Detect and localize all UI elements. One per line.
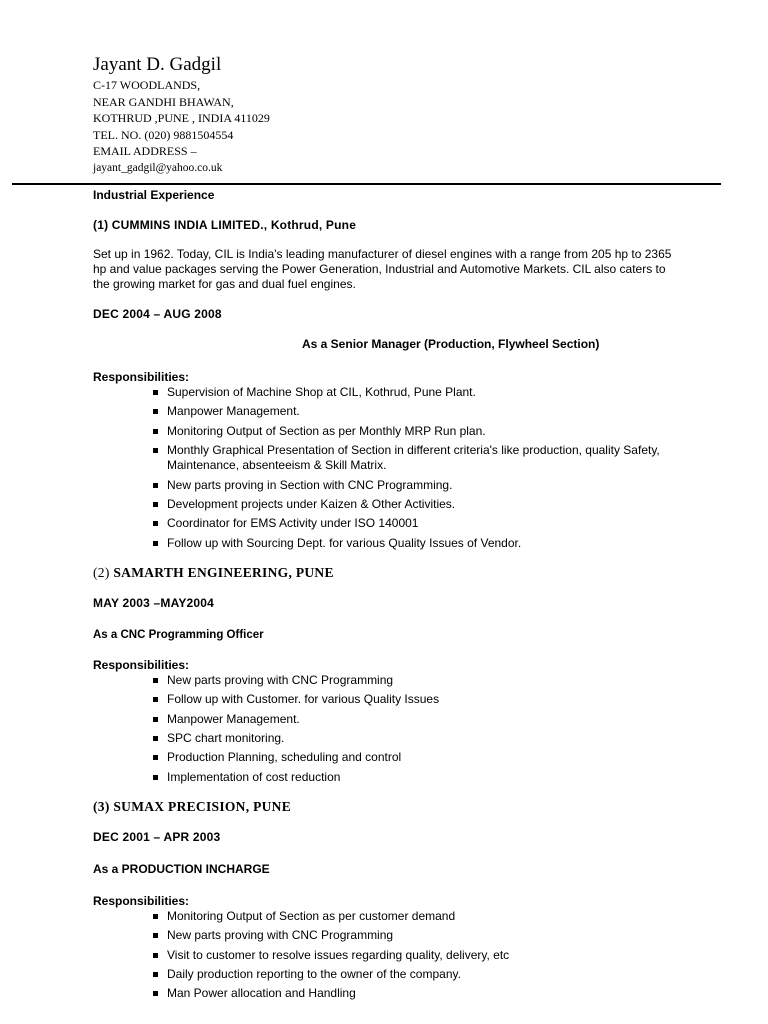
list-item [167,770,683,786]
bullet-icon [153,736,158,741]
bullet-icon [153,483,158,488]
bullet-icon [153,933,158,938]
bullet-icon [153,409,158,414]
list-item [167,909,683,925]
list-item-text: Supervision of Machine Shop at CIL, Kothrud, Pune Plant. [167,385,476,399]
bullet-icon [153,448,158,453]
list-item [167,712,683,728]
responsibilities-label: Responsibilities: [93,658,190,673]
company-name [93,798,683,816]
section-title: Industrial Experience [93,188,215,202]
list-item [167,731,683,747]
bullet-icon [153,717,158,722]
job-role: As a CNC Programming Officer [93,629,264,642]
responsibilities-label: Responsibilities: [93,894,190,909]
employment-dates: DEC 2001 – APR 2003 [93,830,221,845]
email-address: jayant_gadgil@yahoo.co.uk [93,161,223,174]
company-number: (2) [93,565,110,581]
experience-section [93,187,683,1006]
list-item [167,928,683,944]
bullet-icon [153,953,158,958]
list-item-text: Man Power allocation and Handling [167,986,356,1001]
list-item-text: New parts proving with CNC Programming [167,928,394,943]
bullet-icon [153,429,158,434]
list-item [167,497,683,513]
list-item [167,385,683,401]
list-item-text: Development projects under Kaizen & Other Activities. [167,496,456,511]
employment-dates: MAY 2003 –MAY2004 [93,596,215,611]
list-item [167,673,683,689]
responsibilities-label: Responsibilities: [93,370,190,384]
list-item-text: Follow up with Sourcing Dept. for various Quality Issues of Vendor. [167,535,522,550]
job-entry-2 [93,564,683,785]
list-item [167,516,683,532]
list-item-text: Manpower Management. [167,404,300,419]
address-line: NEAR GANDHI BHAWAN, [93,94,234,109]
list-item [167,443,683,474]
list-item-text: Daily production reporting to the owner of the company. [167,966,461,981]
bullet-icon [153,390,158,395]
bullet-icon [153,697,158,702]
list-item [167,948,683,964]
list-item [167,692,683,708]
email-label: EMAIL ADDRESS – [93,144,197,159]
bullet-icon [153,755,158,760]
list-item-text: New parts proving with CNC Programming [167,673,394,688]
list-item [167,750,683,766]
address-line: KOTHRUD ,PUNE , INDIA 411029 [93,111,270,126]
company-name: (1) CUMMINS INDIA LIMITED., Kothrud, Pune [93,218,357,232]
bullet-icon [153,914,158,919]
bullet-icon [153,541,158,546]
list-item-text: Visit to customer to resolve issues regarding quality, delivery, etc [167,947,510,962]
list-item-text: Monitoring Output of Section as per customer demand [167,909,456,924]
company-description: Set up in 1962. Today, CIL is India's leading manufacturer of diesel engines with a range from 205 hp to 2365 hp and value packages serving the Power Generation, Industrial and Automotive Markets. CIL also caters to the growing market for gas and dual fuel engines. [93,247,672,291]
bullet-icon [153,775,158,780]
list-item [167,478,683,494]
list-item [167,424,683,440]
job-entry-1 [93,217,683,551]
header-divider [12,183,721,185]
candidate-name: Jayant D. Gadgil [93,54,222,75]
bullet-icon [153,972,158,977]
job-entry-3 [93,798,683,1002]
company-title: SUMAX PRECISION, PUNE [113,799,292,815]
employment-dates: DEC 2004 – AUG 2008 [93,307,222,321]
bullet-icon [153,502,158,507]
list-item-text: Monitoring Output of Section as per Monthly MRP Run plan. [167,423,486,438]
job-role: As a PRODUCTION INCHARGE [93,862,270,877]
list-item [167,536,683,552]
bullet-icon [153,991,158,996]
list-item-text: Manpower Management. [167,711,300,726]
job-role: As a Senior Manager (Production, Flywheel Section) [302,337,600,351]
list-item-text: Implementation of cost reduction [167,769,341,784]
list-item-text: SPC chart monitoring. [167,730,285,745]
company-title: SAMARTH ENGINEERING, PUNE [113,565,334,581]
company-name [93,564,683,582]
list-item-text: Production Planning, scheduling and control [167,750,402,765]
list-item [167,404,683,420]
address-line: C-17 WOODLANDS, [93,78,201,92]
list-item [167,967,683,983]
list-item-text: New parts proving in Section with CNC Programming. [167,477,453,492]
contact-header [93,54,693,177]
list-item-text: Coordinator for EMS Activity under ISO 140001 [167,516,419,531]
company-number: (3) [93,799,110,815]
list-item-text: Monthly Graphical Presentation of Section in different criteria's like production, quality Safety, Maintenance, absenteeism & Skill Matrix. [167,442,660,473]
responsibilities-list [93,673,683,785]
phone-line: TEL. NO. (020) 9881504554 [93,127,234,142]
bullet-icon [153,521,158,526]
responsibilities-list [93,385,683,551]
responsibilities-list [93,909,683,1002]
list-item-text: Follow up with Customer. for various Quality Issues [167,692,440,707]
list-item [167,986,683,1002]
bullet-icon [153,678,158,683]
